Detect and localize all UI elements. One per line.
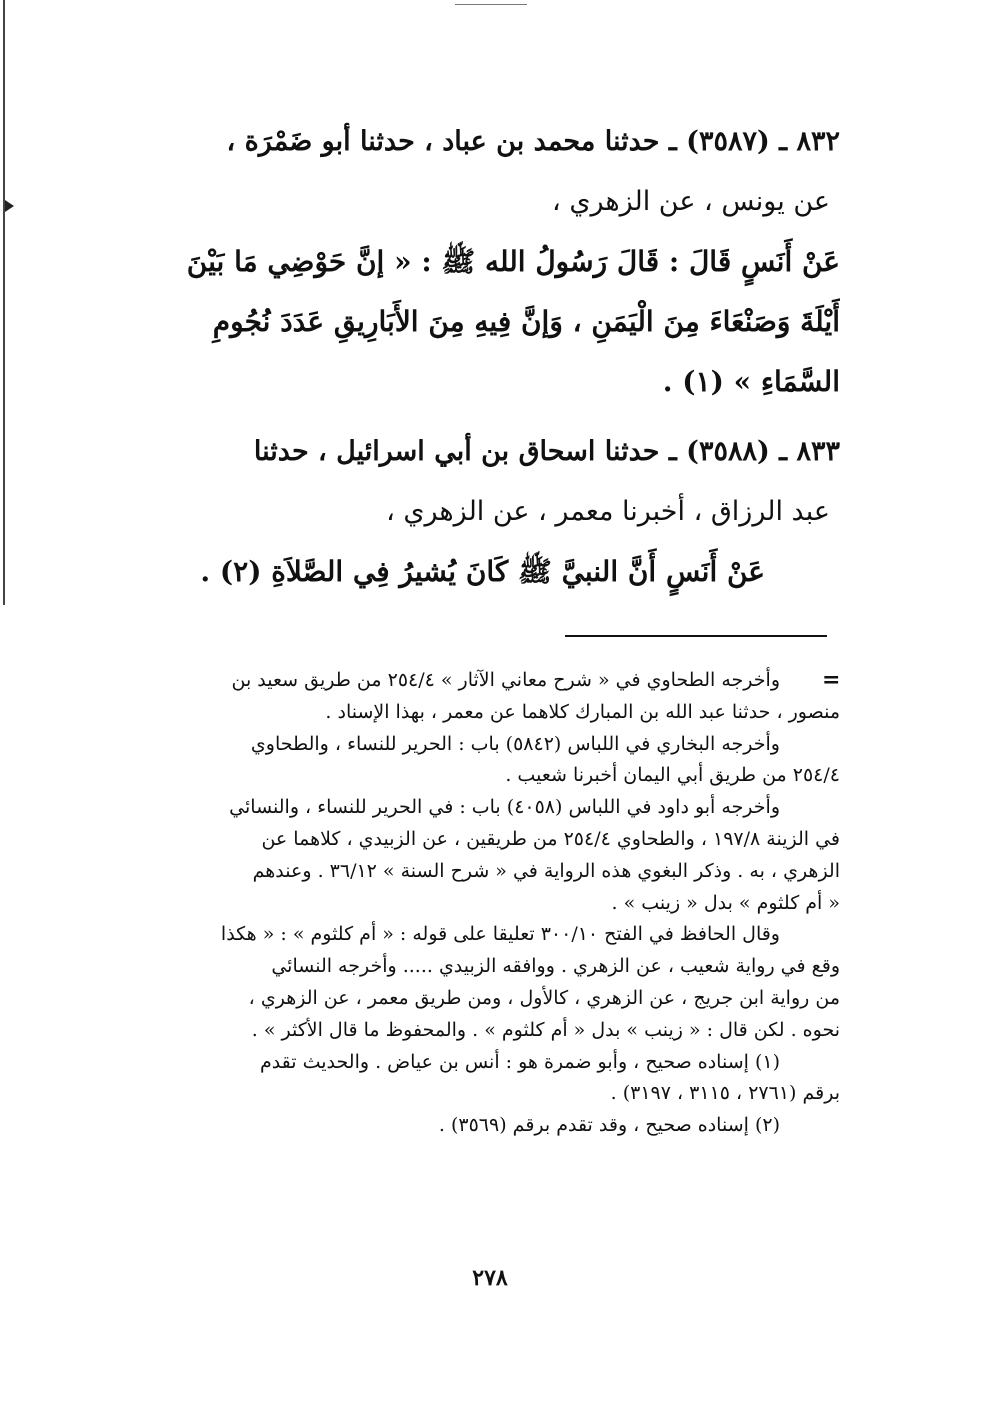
hadith-832-isnad: [135, 112, 840, 232]
hadith-832-isnad-line-1: ٨٣٢ ـ (٣٥٨٧) ـ حدثنا محمد بن عباد ، حدثنا أبو ضَمْرَة ،: [226, 126, 840, 157]
hadith-833-matn: [135, 542, 840, 602]
footnote-2: (٢) إسناده صحيح ، وقد تقدم برقم (٣٥٦٩) .: [438, 1114, 780, 1137]
footnote-line: وأخرجه أبو داود في اللباس (٤٠٥٨) باب : في الحرير للنساء ، والنسائي: [229, 796, 780, 819]
hadith-833-isnad: [135, 422, 840, 542]
hadith-832-matn-line-2: أَيْلَةَ وَصَنْعَاءَ مِنَ الْيَمَنِ ، وَإنَّ فِيهِ مِنَ الأَبَارِيقِ عَدَدَ نُجُومِ: [212, 305, 840, 338]
hadith-832-matn-line-1: عَنْ أَنَسٍ قَالَ : قَالَ رَسُولُ الله ﷺ : « إنَّ حَوْضِي مَا بَيْنَ: [186, 245, 840, 278]
footnotes: [135, 665, 840, 1142]
hadith-833-matn-line-1: عَنْ أَنَسٍ أَنَّ النبيَّ ﷺ كَانَ يُشيرُ فِي الصَّلاَةِ (٢) .: [200, 555, 765, 588]
footnote-line: من رواية ابن جريج ، عن الزهري ، كالأول ، ومن طريق معمر ، عن الزهري ،: [248, 986, 840, 1009]
footnote-line: نحوه . لكن قال : « زينب » بدل « أم كلثوم » . والمحفوظ ما قال الأكثر » .: [251, 1018, 840, 1041]
footnote-line: ٢٥٤/٤ من طريق أبي اليمان أخبرنا شعيب .: [505, 764, 840, 787]
footnote-line: « أم كلثوم » بدل « زينب » .: [611, 891, 840, 914]
hadith-832-matn-line-3: السَّمَاءِ » (١) .: [662, 365, 840, 398]
footnote-line: برقم (٢٧٦١ ، ٣١١٥ ، ٣١٩٧) .: [610, 1082, 840, 1105]
footnote-separator: [565, 635, 827, 637]
scan-margin-mark: [5, 200, 14, 212]
scan-border-line: [3, 0, 5, 605]
hadith-832-matn: [135, 232, 840, 412]
hadith-832-isnad-line-2: عن يونس ، عن الزهري ،: [552, 186, 830, 217]
hadith-833-isnad-line-1: ٨٣٣ ـ (٣٥٨٨) ـ حدثنا اسحاق بن أبي اسرائيل ، حدثنا: [253, 436, 840, 467]
header-rule: [455, 4, 527, 5]
footnote-1: (١) إسناده صحيح ، وأبو ضمرة هو : أنس بن عياض . والحديث تقدم: [259, 1050, 780, 1073]
footnote-line: منصور ، حدثنا عبد الله بن المبارك كلاهما عن معمر ، بهذا الإسناد .: [325, 700, 840, 723]
footnote-line: الزهري ، به . وذكر البغوي هذه الرواية في « شرح السنة » ٣٦/١٢ . وعندهم: [252, 859, 840, 882]
footnote-line: وأخرجه الطحاوي في « شرح معاني الآثار » ٢٥٤/٤ من طريق سعيد بن: [231, 669, 780, 691]
footnote-line: وقع في رواية شعيب ، عن الزهري . ووافقه الزبيدي ..... وأخرجه النسائي: [271, 955, 840, 978]
footnote-line: في الزينة ١٩٧/٨ ، والطحاوي ٢٥٤/٤ من طريقين ، عن الزبيدي ، كلاهما عن: [261, 827, 840, 850]
footnote-line: وقال الحافظ في الفتح ٣٠٠/١٠ تعليقا على قوله : « أم كلثوم » : « هكذا: [220, 923, 780, 946]
hadith-833-isnad-line-2: عبد الرزاق ، أخبرنا معمر ، عن الزهري ،: [386, 496, 830, 527]
footnote-line: وأخرجه البخاري في اللباس (٥٨٤٢) باب : الحرير للنساء ، والطحاوي: [250, 732, 780, 755]
page-number: ٢٧٨: [472, 1265, 508, 1291]
footnote-continuation-mark: =: [822, 667, 841, 693]
